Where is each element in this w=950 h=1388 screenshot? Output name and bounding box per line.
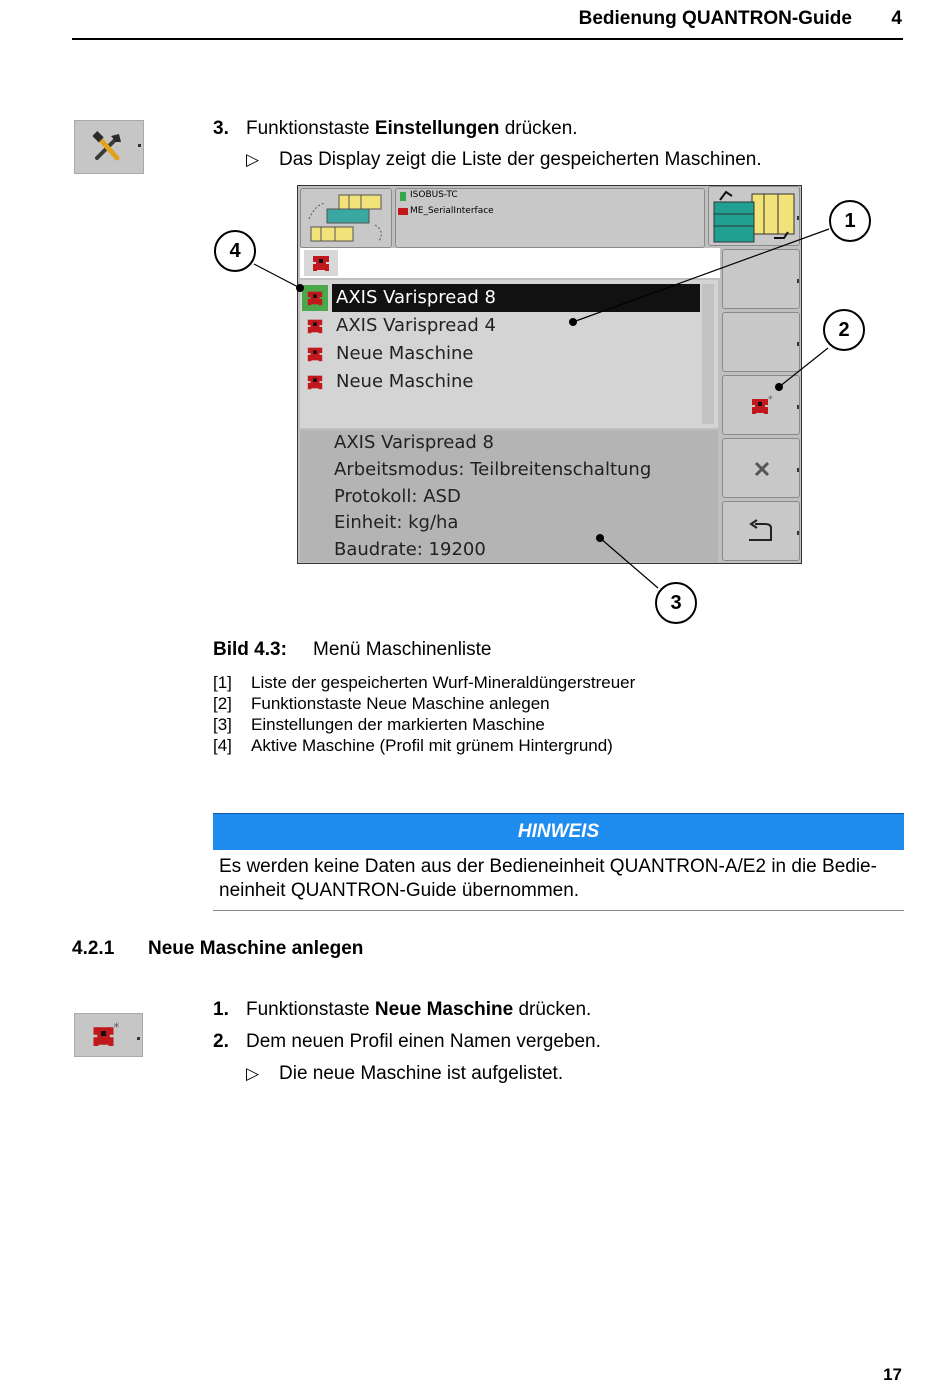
detail-protocol: Protokoll: ASD <box>334 486 461 507</box>
legend-item: [3] Einstellungen der markierten Maschine <box>213 715 545 734</box>
detail-name: AXIS Varispread 8 <box>334 432 494 453</box>
result-marker: ▷ <box>246 150 260 169</box>
detail-baudrate: Baudrate: 19200 <box>334 539 486 560</box>
detail-work-mode: Arbeitsmodus: Teilbreitenschaltung <box>334 459 652 480</box>
legend-item: [1] Liste der gespeicherten Wurf-Mineraldüngerstreuer <box>213 673 636 692</box>
section-number: 4.2.1 <box>72 938 115 959</box>
new-machine-icon <box>91 1021 121 1051</box>
callout-1: 1 <box>829 200 871 242</box>
result-text: Das Display zeigt die Liste der gespeicherten Maschinen. <box>279 149 762 170</box>
isobus-label: ISOBUS-TC <box>410 190 458 200</box>
figure-label: Bild 4.3: <box>213 639 287 660</box>
header-title: Bedienung QUANTRON-Guide <box>578 8 852 29</box>
legend-item: [2] Funktionstaste Neue Maschine anlegen <box>213 694 550 713</box>
step-number: 3. <box>213 118 229 139</box>
svg-text:*: * <box>113 1021 120 1034</box>
hinweis-title: HINWEIS <box>213 813 904 850</box>
page-number: 17 <box>883 1365 902 1384</box>
hinweis-text: Es werden keine Daten aus der Bedieneinheit QUANTRON-A/E2 in die Bedie- neinheit QUANTRON-Guide übernommen. <box>219 856 877 901</box>
figure-caption: Menü Maschinenliste <box>313 639 492 660</box>
detail-unit: Einheit: kg/ha <box>334 512 459 533</box>
step-text: Dem neuen Profil einen Namen vergeben. <box>246 1031 601 1052</box>
step-text: Funktionstaste Neue Maschine drücken. <box>246 999 592 1020</box>
machine-name: AXIS Varispread 4 <box>336 315 496 336</box>
machine-name: Neue Maschine <box>336 371 474 392</box>
result-marker: ▷ <box>246 1064 260 1083</box>
hinweis-rule <box>213 910 904 911</box>
svg-text:*: * <box>768 395 773 405</box>
section-title: Neue Maschine anlegen <box>148 938 364 959</box>
callout-2: 2 <box>823 309 865 351</box>
result-text: Die neue Maschine ist aufgelistet. <box>279 1063 564 1084</box>
step-number: 1. <box>213 999 229 1020</box>
machine-name: Neue Maschine <box>336 343 474 364</box>
header-chapter: 4 <box>891 8 902 29</box>
callout-3: 3 <box>655 582 697 624</box>
legend-item: [4] Aktive Maschine (Profil mit grünem Hintergrund) <box>213 736 613 755</box>
interface-label: ME_SerialInterface <box>410 206 494 216</box>
step-number: 2. <box>213 1031 229 1052</box>
step-text: Funktionstaste Einstellungen drücken. <box>246 118 578 139</box>
machine-name: AXIS Varispread 8 <box>336 287 496 308</box>
callout-4: 4 <box>214 230 256 272</box>
new-machine-key-illustration <box>74 1013 143 1057</box>
